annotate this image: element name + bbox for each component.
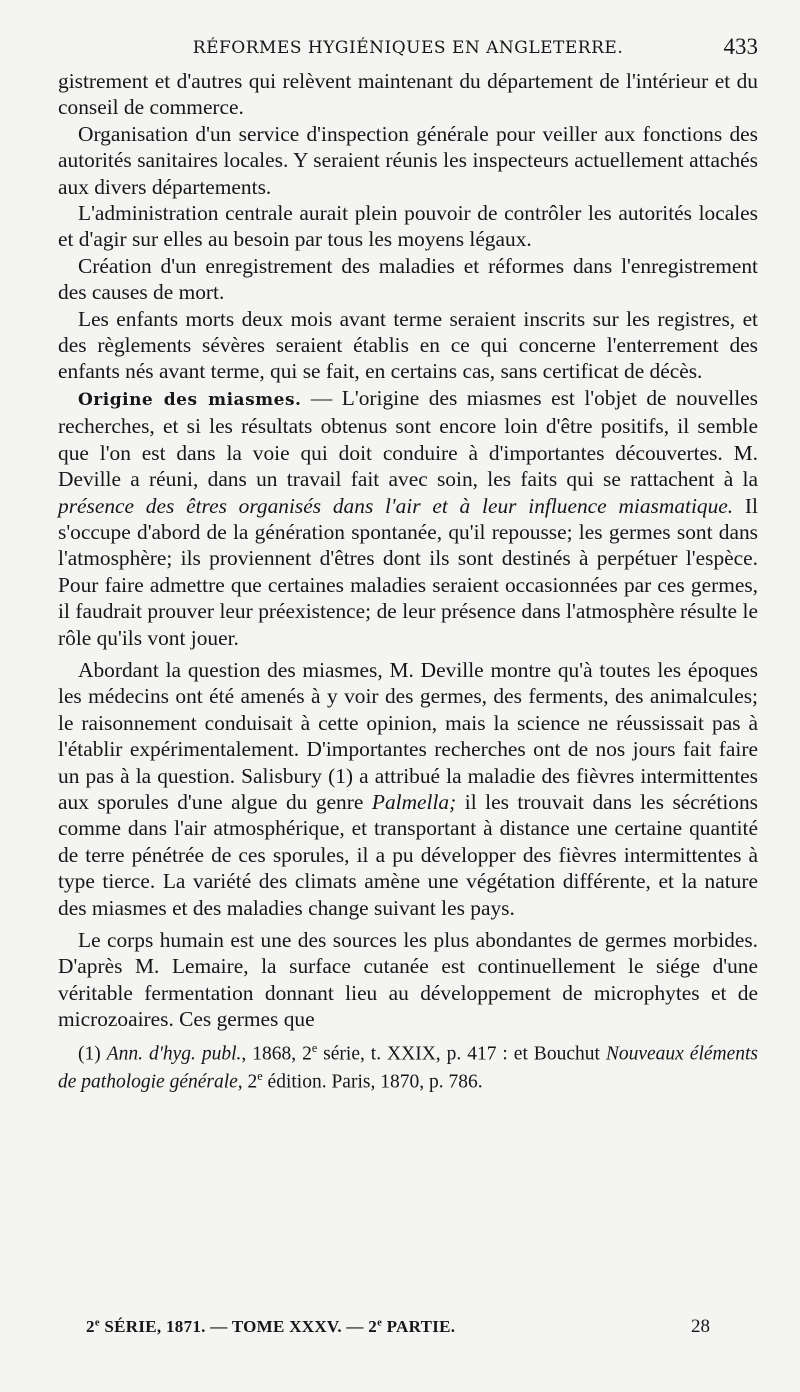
page-number: 433 bbox=[723, 34, 758, 59]
page-footer bbox=[58, 1316, 758, 1338]
running-title: RÉFORMES HYGIÉNIQUES EN ANGLETERRE. bbox=[192, 38, 624, 58]
series-text: SÉRIE, 1871. — TOME XXXV. — 2 bbox=[99, 1317, 378, 1336]
part-text: PARTIE. bbox=[382, 1317, 456, 1336]
text-run: Abordant la question des miasmes, M. Deville montre qu'à toutes les époques les médecins ont été amenés à y voir des germes, des ferments, des animalcules; le raisonnement conduisait à cette opinion, mais la science ne réussissait pas à l'établir expérimentalement. D'importantes recherches ont de nos jours fait faire un pas à la question. Salisbury (1) a attribué la maladie des fièvres intermittentes aux sporules d'une algue du genre bbox=[58, 657, 758, 814]
paragraph: L'administration centrale aurait plein pouvoir de contrôler les autorités locales et d'agir sur elles au besoin par tous les moyens légaux. bbox=[58, 201, 758, 252]
footnote-marker: (1) bbox=[78, 1043, 107, 1065]
paragraph: Organisation d'un service d'inspection générale pour veiller aux fonctions des autorités sanitaires locales. Y seraient réunis les inspecteurs actuellement attachés aux divers départements. bbox=[58, 121, 758, 199]
series-number: 2 bbox=[86, 1317, 95, 1336]
footnote-sup: e bbox=[311, 1040, 318, 1055]
footnote-text: , 1868, 2 bbox=[241, 1043, 312, 1065]
paragraph: Les enfants morts deux mois avant terme seraient inscrits sur les registres, et des règlements sévères seraient établis en ce qui concerne l'enterrement des enfants nés avant terme, qui se fait, en certains cas, sans certificat de décès. bbox=[58, 306, 758, 384]
text-run: L'origine des miasmes est l'objet de nouvelles recherches, et si les résultats obtenus sont encore loin d'être positifs, il semble que l'on est dans la voie qui doit conduire à d'importantes découvertes. M. Deville a réuni, dans un travail fait avec soin, les faits qui se rattachent à la bbox=[58, 385, 758, 492]
footnote-text: 2 bbox=[242, 1071, 258, 1093]
body-text bbox=[58, 68, 758, 1033]
section-paragraph bbox=[58, 385, 758, 651]
footnote-book: Nouveaux éléments de pathologie générale, bbox=[58, 1043, 759, 1093]
paragraph bbox=[58, 657, 758, 921]
footnote-sup: e bbox=[257, 1069, 263, 1084]
series-sup: e bbox=[94, 1317, 100, 1329]
paragraph: gistrement et d'autres qui relèvent maintenant du département de l'intérieur et du conseil de commerce. bbox=[58, 69, 758, 120]
italic-run: Palmella; bbox=[371, 789, 457, 814]
part-sup: e bbox=[377, 1317, 383, 1329]
footer-series bbox=[58, 1317, 455, 1337]
footnote-journal: Ann. d'hyg. publ. bbox=[106, 1043, 242, 1065]
page-header bbox=[58, 28, 758, 68]
sheet-number: 28 bbox=[691, 1316, 710, 1337]
footnote bbox=[58, 1037, 758, 1094]
heading-dash: — bbox=[301, 385, 342, 410]
paragraph: Le corps humain est une des sources les plus abondantes de germes morbides. D'après M. Lemaire, la surface cutanée est continuellement le siége d'une véritable fermentation donnant lieu au développement de microphytes et de microzoaires. Ces germes que bbox=[58, 928, 758, 1032]
footnote-text: série, t. XXIX, p. 417 : et Bouchut bbox=[317, 1043, 606, 1065]
paragraph: Création d'un enregistrement des maladies et réformes dans l'enregistrement des causes de mort. bbox=[58, 253, 758, 305]
section-heading: Origine des miasmes. bbox=[78, 389, 302, 410]
italic-run: présence des êtres organisés dans l'air et à leur influence miasmatique. bbox=[58, 493, 734, 518]
footnote-text: édition. Paris, 1870, p. 786. bbox=[262, 1071, 483, 1093]
document-page bbox=[58, 28, 758, 1368]
text-run: Il s'occupe d'abord de la génération spontanée, qu'il repousse; les germes sont dans l'atmosphère; ils proviennent d'êtres dont ils sont destinés à perpétuer l'espèce. Pour faire admettre que certaines maladies seraient occasionnées par ces germes, il faudrait prouver leur préexistence; de leur présence dans l'atmosphère résulte le rôle qu'ils vont jouer. bbox=[58, 493, 758, 650]
text-run: il les trouvait dans les sécrétions comme dans l'air atmosphérique, et transportant à distance une certaine quantité de terre pénétrée de ces sporules, il a pu développer des fièvres intermittentes à type tierce. La variété des climats amène une végétation différente, et la nature des miasmes et des maladies change suivant les pays. bbox=[58, 789, 758, 920]
